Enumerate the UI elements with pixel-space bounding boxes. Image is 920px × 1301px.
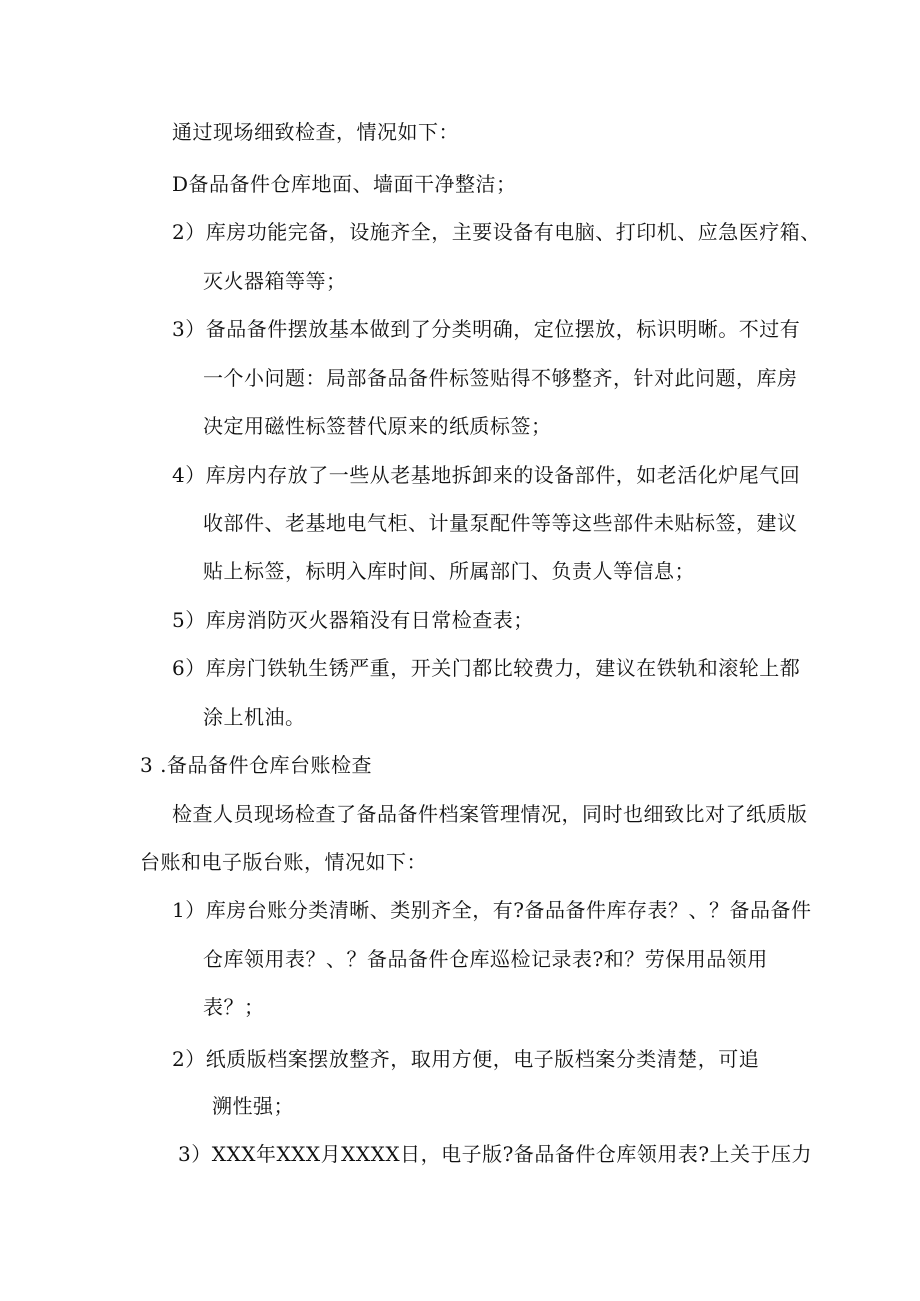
text-line-20: 2）纸质版档案摆放整齐，取用方便，电子版档案分类清楚，可追: [172, 1047, 760, 1071]
text-line-10: 贴上标签，标明入库时间、所属部门、负责人等信息；: [203, 559, 695, 583]
section-heading: 3 .备品备件仓库台账检查: [140, 753, 372, 777]
text-line-4: 灭火器箱等等；: [203, 269, 347, 293]
text-line-21: 溯性强；: [212, 1094, 294, 1118]
text-line-9: 收部件、老基地电气柜、计量泵配件等等这些部件未贴标签，建议: [203, 511, 798, 535]
text-line-3: 2）库房功能完备，设施齐全，主要设备有电脑、打印机、应急医疗箱、: [172, 220, 821, 244]
text-line-22: 3）XXX年XXX月XXXX日，电子版?备品备件仓库领用表?上关于压力: [178, 1142, 813, 1166]
text-line-18: 仓库领用表？、？备品备件仓库巡检记录表?和？劳保用品领用: [203, 947, 768, 971]
text-line-11: 5）库房消防灭火器箱没有日常检查表；: [172, 608, 534, 632]
text-line-19: 表？；: [203, 995, 265, 1019]
text-line-17: 1）库房台账分类清晰、类别齐全，有?备品备件库存表？、？备品备件: [172, 898, 812, 922]
text-line-13: 涂上机油。: [203, 705, 306, 729]
text-line-6: 一个小问题：局部备品备件标签贴得不够整齐，针对此问题，库房: [203, 366, 798, 390]
text-line-15: 检查人员现场检查了备品备件档案管理情况，同时也细致比对了纸质版: [172, 802, 808, 826]
text-line-12: 6）库房门铁轨生锈严重，开关门都比较费力，建议在铁轨和滚轮上都: [172, 656, 801, 680]
text-line-2: D备品备件仓库地面、墙面干净整洁；: [172, 172, 517, 196]
text-line-8: 4）库房内存放了一些从老基地拆卸来的设备部件，如老活化炉尾气回: [172, 463, 801, 487]
text-line-16: 台账和电子版台账，情况如下：: [140, 850, 427, 874]
text-line-1: 通过现场细致检查，情况如下：: [172, 120, 459, 144]
text-line-5: 3）备品备件摆放基本做到了分类明确，定位摆放，标识明晰。不过有: [172, 317, 801, 341]
text-line-7: 决定用磁性标签替代原来的纸质标签；: [203, 414, 552, 438]
